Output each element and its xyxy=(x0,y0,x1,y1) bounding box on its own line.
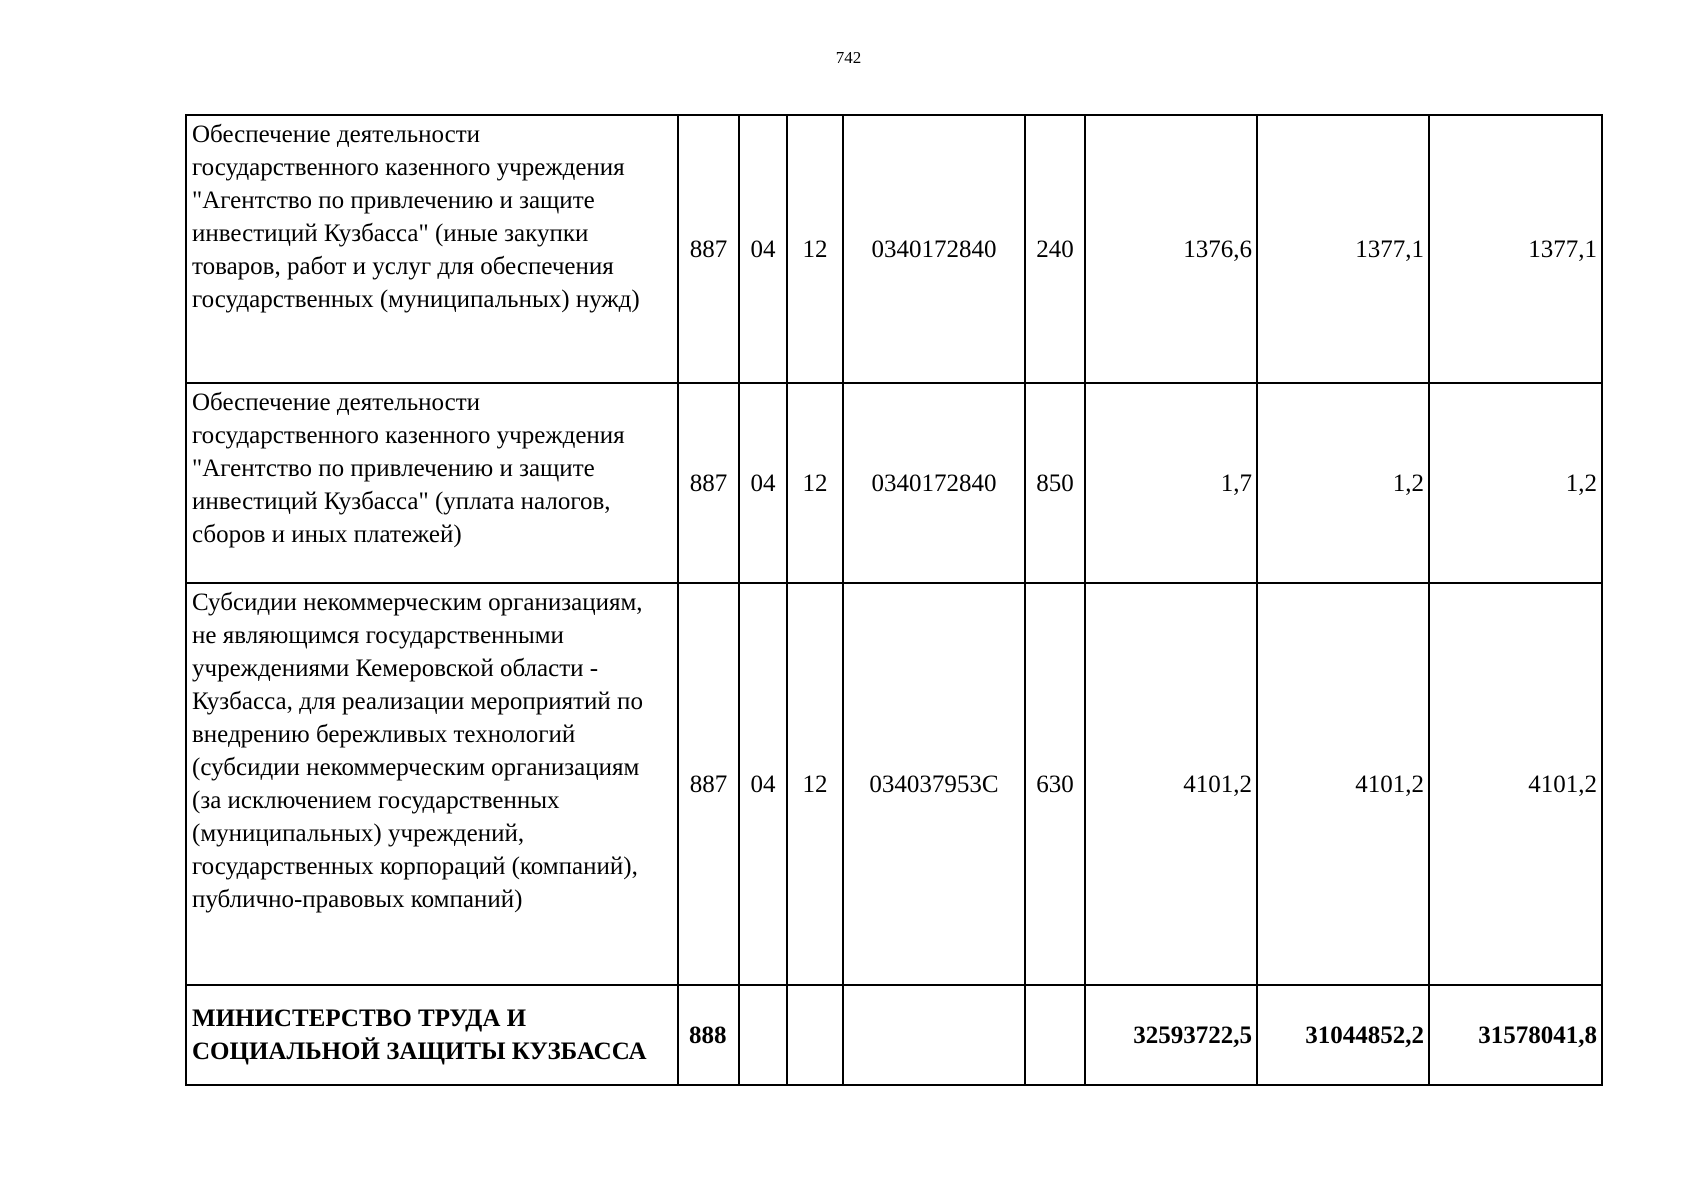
row-description: Обеспечение деятельности государственного казенного учреждения "Агентство по привлечению и защите инвестиций Кузбасса" (иные закупки товаров, работ и услуг для обеспечения государственных (муниципальных) нужд) xyxy=(186,115,678,383)
amount-year-2: 1377,1 xyxy=(1257,115,1429,383)
expense-type-code: 850 xyxy=(1025,383,1085,583)
section-code: 04 xyxy=(739,383,787,583)
expense-type-code xyxy=(1025,985,1085,1085)
ministry-code: 887 xyxy=(678,383,739,583)
amount-year-2: 31044852,2 xyxy=(1257,985,1429,1085)
target-article-code: 0340172840 xyxy=(843,115,1025,383)
page-number: 742 xyxy=(835,48,862,67)
amount-year-1: 1376,6 xyxy=(1085,115,1257,383)
amount-year-1: 1,7 xyxy=(1085,383,1257,583)
ministry-title: МИНИСТЕРСТВО ТРУДА И СОЦИАЛЬНОЙ ЗАЩИТЫ КУЗБАССА xyxy=(186,985,678,1085)
amount-year-3: 4101,2 xyxy=(1429,583,1602,985)
subsection-code: 12 xyxy=(787,383,843,583)
expense-type-code: 240 xyxy=(1025,115,1085,383)
ministry-code: 887 xyxy=(678,115,739,383)
table-row-total xyxy=(186,985,1602,1085)
table-row xyxy=(186,583,1602,985)
budget-table xyxy=(185,114,1603,1086)
amount-year-3: 1377,1 xyxy=(1429,115,1602,383)
section-code: 04 xyxy=(739,115,787,383)
table-row xyxy=(186,115,1602,383)
section-code: 04 xyxy=(739,583,787,985)
subsection-code xyxy=(787,985,843,1085)
subsection-code: 12 xyxy=(787,115,843,383)
target-article-code: 034037953С xyxy=(843,583,1025,985)
amount-year-3: 1,2 xyxy=(1429,383,1602,583)
expense-type-code: 630 xyxy=(1025,583,1085,985)
subsection-code: 12 xyxy=(787,583,843,985)
ministry-code: 888 xyxy=(678,985,739,1085)
section-code xyxy=(739,985,787,1085)
row-description: Обеспечение деятельности государственного казенного учреждения "Агентство по привлечению и защите инвестиций Кузбасса" (уплата налогов, сборов и иных платежей) xyxy=(186,383,678,583)
ministry-code: 887 xyxy=(678,583,739,985)
row-description: Субсидии некоммерческим организациям, не являющимся государственными учреждениями Кемеровской области - Кузбасса, для реализации мероприятий по внедрению бережливых технологий (субсидии некоммерческим организациям (за исключением государственных (муниципальных) учреждений, государственных корпораций (компаний), публично-правовых компаний) xyxy=(186,583,678,985)
amount-year-1: 32593722,5 xyxy=(1085,985,1257,1085)
amount-year-2: 4101,2 xyxy=(1257,583,1429,985)
amount-year-2: 1,2 xyxy=(1257,383,1429,583)
amount-year-1: 4101,2 xyxy=(1085,583,1257,985)
amount-year-3: 31578041,8 xyxy=(1429,985,1602,1085)
table-row xyxy=(186,383,1602,583)
target-article-code: 0340172840 xyxy=(843,383,1025,583)
target-article-code xyxy=(843,985,1025,1085)
